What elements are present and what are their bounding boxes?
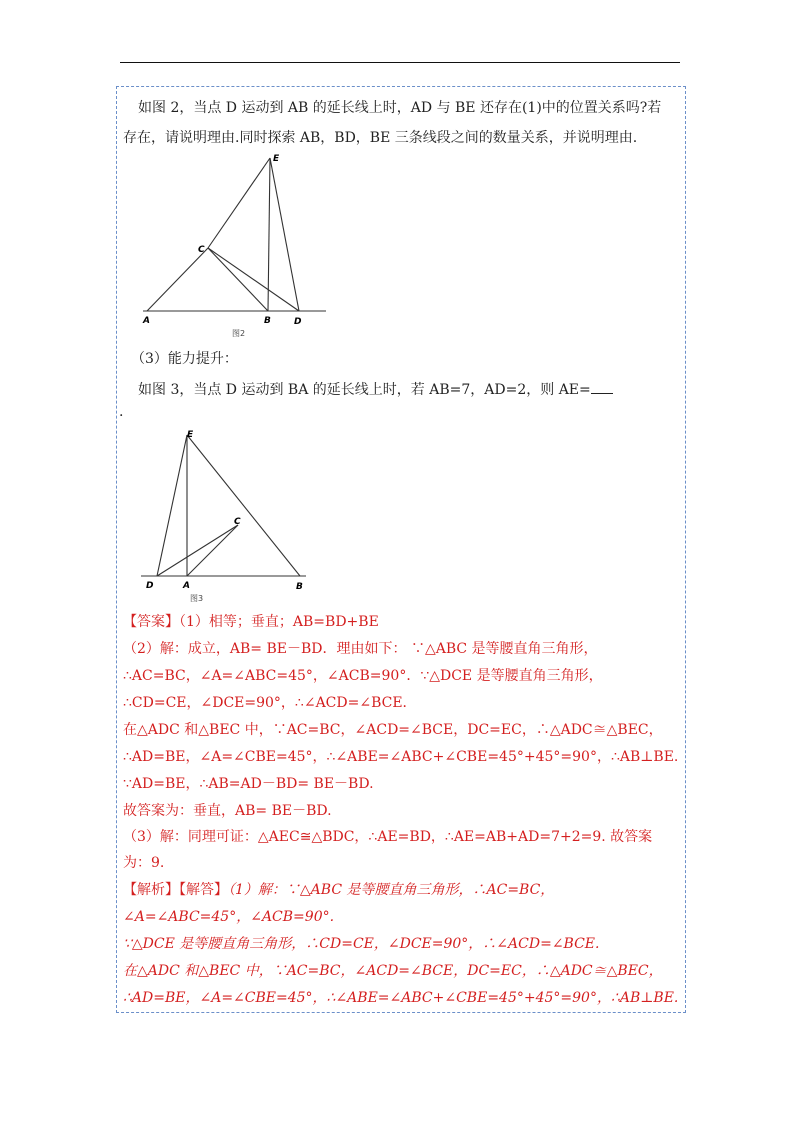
answer-line-1: [123, 612, 379, 632]
part3-dot: .: [119, 404, 124, 420]
answer-line-2: （2）解：成立，AB= BE－BD．理由如下： ∵△ABC 是等腰直角三角形，: [123, 641, 598, 657]
answer-line-10: 为：9.: [123, 855, 165, 871]
fig3-label-e: E: [187, 430, 194, 440]
fig2-segment-ac: [147, 248, 208, 311]
fig2-segment-cd: [208, 248, 299, 311]
fig2-label-e: E: [273, 154, 280, 164]
fig3-segment-dc: [157, 525, 238, 576]
fig2-caption: 图2: [232, 329, 246, 338]
answer-line-3: ∴AC=BC，∠A=∠ABC=45°，∠ACB=90°．∵△DCE 是等腰直角三角形，: [123, 668, 603, 684]
header-rule: [120, 62, 680, 63]
part2-question-line1: 如图 2，当点 D 运动到 AB 的延长线上时，AD 与 BE 还存在(1)中的位置关系吗?若: [138, 100, 662, 116]
fig3-segment-de: [157, 435, 187, 576]
fig2-label-c: C: [198, 245, 205, 255]
answer-blank: [591, 379, 613, 394]
answer-line-9: （3）解：同理可证：△AEC≅△BDC，∴AE=BD，∴AE=AB+AD=7+2=9. 故答案: [123, 829, 653, 845]
fig2-label-b: B: [264, 316, 271, 326]
analysis-line-1: [123, 880, 554, 900]
answer-part1: （1）相等；垂直；AB=BD+BE: [179, 614, 379, 630]
answer-line-6: ∴AD=BE，∠A=∠CBE=45°，∴∠ABE=∠ABC+∠CBE=45°+45°=90°，∴AB⊥BE.: [123, 749, 679, 765]
part3-question: [138, 379, 613, 400]
part3-question-text: 如图 3，当点 D 运动到 BA 的延长线上时，若 AB=7，AD=2，则 AE=: [138, 382, 591, 398]
analysis-part1: （1）解：∵△ABC 是等腰直角三角形，∴AC=BC，: [228, 882, 555, 898]
fig2-segment-ed: [270, 158, 299, 311]
figure-3: [138, 425, 313, 605]
fig3-label-c: C: [234, 517, 241, 527]
fig3-segment-ac: [187, 525, 238, 576]
answer-tag: 【答案】: [123, 614, 179, 630]
analysis-line-5: ∴AD=BE，∠A=∠CBE=45°，∴∠ABE=∠ABC+∠CBE=45°+45°=90°，∴AB⊥BE.: [123, 990, 679, 1006]
analysis-tag: 【解析】【解答】: [123, 882, 228, 898]
fig3-label-b: B: [296, 582, 303, 592]
part3-heading: （3）能力提升：: [131, 351, 238, 367]
analysis-line-2: ∠A=∠ABC=45°，∠ACB=90°.: [123, 909, 335, 925]
figure-2: [138, 152, 333, 342]
part2-question-line2: 存在，请说明理由.同时探索 AB，BD，BE 三条线段之间的数量关系，并说明理由.: [123, 130, 638, 146]
analysis-line-4: 在△ADC 和△BEC 中，∵AC=BC，∠ACD=∠BCE，DC=EC，∴△ADC≅△BEC，: [123, 963, 663, 979]
fig2-segment-cb: [208, 248, 268, 311]
fig2-segment-eb: [268, 158, 270, 311]
fig3-segment-eb: [187, 435, 300, 576]
fig3-label-d: D: [146, 581, 154, 591]
fig2-segment-ce: [208, 158, 270, 248]
answer-line-7: ∵AD=BE，∴AB=AD－BD= BE－BD.: [123, 776, 374, 792]
fig2-label-a: A: [143, 316, 150, 326]
analysis-line-3: ∵△DCE 是等腰直角三角形，∴CD=CE，∠DCE=90°，∴∠ACD=∠BCE.: [123, 936, 600, 952]
fig2-label-d: D: [294, 317, 302, 327]
answer-line-4: ∴CD=CE，∠DCE=90°，∴∠ACD=∠BCE．: [123, 695, 417, 711]
answer-line-8: 故答案为：垂直，AB= BE－BD.: [123, 803, 332, 819]
fig3-caption: 图3: [190, 594, 204, 603]
fig3-label-a: A: [183, 581, 190, 591]
answer-line-5: 在△ADC 和△BEC 中，∵AC=BC，∠ACD=∠BCE，DC=EC，∴△ADC≅△BEC，: [123, 722, 663, 738]
